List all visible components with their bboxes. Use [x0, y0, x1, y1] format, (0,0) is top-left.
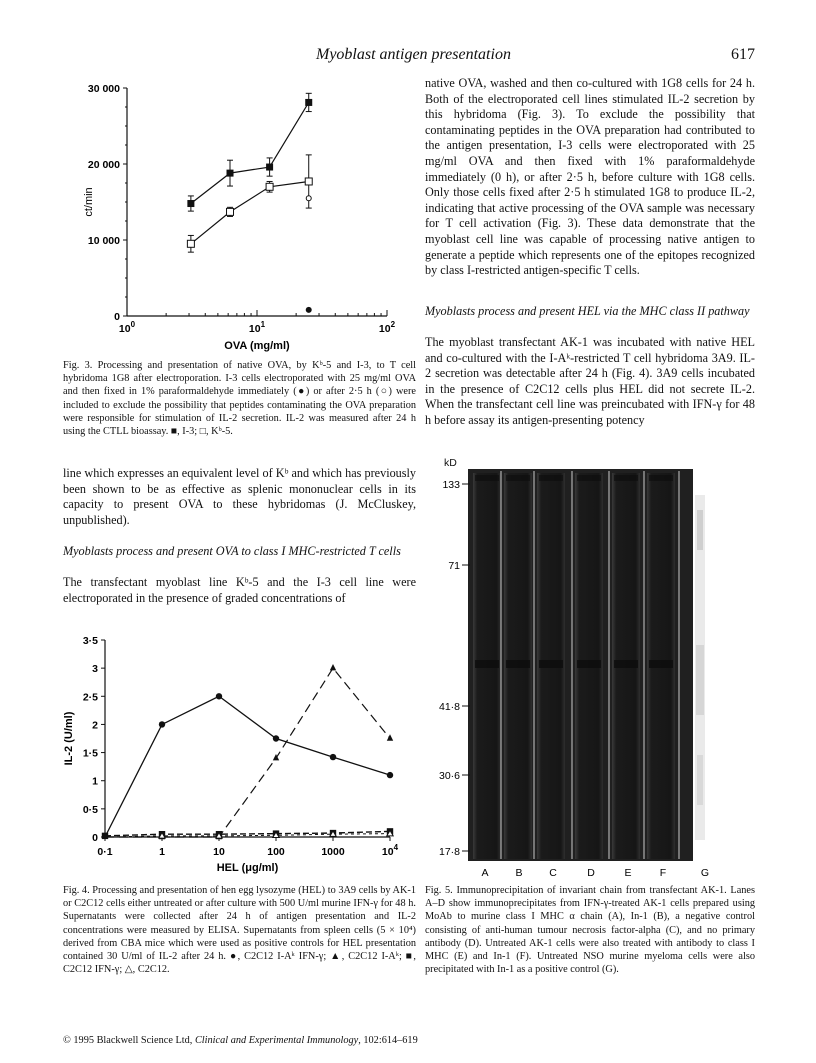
- fig4-point: [330, 754, 336, 760]
- gel-lane-labels: [481, 867, 709, 879]
- gel-marker-label: 41·8: [438, 701, 460, 713]
- fig4-ticks: [83, 635, 399, 858]
- left-paragraph: line which expresses an equivalent level of Kᵇ and which has previously been shown to be as effective as splenic mononuclear cells in its capacity to present OVA to these hybridomas (J. McCluskey, unpublished).: [63, 466, 416, 527]
- fig3-y-tick-label: 0: [114, 311, 120, 323]
- fig4-point: [216, 693, 222, 699]
- footer-copyright: © 1995 Blackwell Science Ltd,: [63, 1035, 195, 1046]
- fig3-x-axis-label: OVA (mg/ml): [224, 340, 290, 352]
- section-heading-hel: Myoblasts process and present HEL via the MHC class II pathway: [425, 304, 750, 318]
- gel-lane-label: C: [549, 867, 557, 879]
- gel-marker-label: 30·6: [438, 770, 460, 782]
- gel-lane-label: F: [659, 867, 667, 879]
- fig3-caption: Fig. 3. Processing and presentation of native OVA, by Kᵇ-5 and I-3, to T cell hybridoma 1G8 after electroporation. I-3 cells electroporated with 25 mg/ml OVA and then fixed in 1% paraformaldehyde immediately (●) or after 2·5 h (○) were included to exclude the possibility that peptides contaminating the OVA preparation were responsible for stimulation of IL-2 secretion. IL-2 was measured after 24 h using the CTLL bioassay. ■, I-3; □, Kᵇ-5.: [63, 360, 416, 438]
- fig4-chart: [60, 632, 420, 877]
- gel-marker-label: 133: [442, 479, 460, 491]
- fig3-x-tick-label: $10^0$: [118, 320, 136, 335]
- fig4-marks: [102, 664, 393, 839]
- gel-band: [577, 475, 601, 481]
- gel-band: [475, 660, 499, 668]
- gel-band: [649, 660, 673, 668]
- fig4-y-tick-label: 2: [92, 719, 98, 732]
- fig3-x-tick-label: $10^1$: [248, 320, 266, 335]
- fig4-y-tick-label: 1: [92, 775, 98, 788]
- running-title: Myoblast antigen presentation: [316, 46, 511, 63]
- fig4-y-tick-label: 0: [92, 832, 98, 844]
- gel-band: [539, 475, 563, 481]
- fig3-series-line: [191, 102, 309, 203]
- fig4-point: [273, 735, 279, 741]
- fig4-y-tick-label: 3: [92, 663, 98, 676]
- fig4-point: [387, 772, 393, 778]
- gel-band: [475, 475, 499, 481]
- fig3-marks: [187, 93, 312, 313]
- gel-lane-label: G: [700, 867, 710, 879]
- fig4-axes: [105, 640, 390, 837]
- fig4-y-tick-label: 2·5: [82, 691, 98, 704]
- gel-band: [614, 660, 638, 668]
- gel-band: [577, 660, 601, 668]
- fig4-x-tick-label: $10^4$: [381, 843, 399, 858]
- fig4-series-line: [105, 696, 390, 837]
- gel-unit-label: kD: [444, 457, 457, 469]
- fig3-point: [266, 183, 273, 190]
- fig4-y-axis-label: IL-2 (U/ml): [63, 711, 75, 766]
- fig4-caption: Fig. 4. Processing and presentation of hen egg lysozyme (HEL) to 3A9 cells by AK-1 or C2C12 cells either untreated or after culture with 500 U/ml murine IFN-γ for 48 h. Supernatants were collected after 24 h of antigen presentation and IL-2 concentrations were measured by ELISA. Supernatants from spleen cells (5 × 10⁴) derived from CBA mice which were used as positive controls for HEL presentation contained 30 U/ml of IL-2 after 24 h. ●, C2C12 I-Aᵏ IFN-γ; ▲, C2C12 I-Aᵏ; ■, C2C12 IFN-γ; △, C2C12.: [63, 885, 416, 976]
- gel-lane-label: B: [515, 867, 523, 879]
- gel-band: [506, 660, 530, 668]
- fig4-point: [330, 664, 336, 670]
- page-number: 617: [731, 46, 755, 63]
- footer-journal: Clinical and Experimental Immunology: [194, 1035, 359, 1046]
- gel-image: [425, 455, 755, 880]
- fig3-y-tick-label: 10 000: [87, 235, 120, 247]
- section-text-ova: The transfectant myoblast line Kᵇ-5 and the I-3 cell line were electroporated in the presence of graded concentrations of: [63, 575, 416, 605]
- gel-lane-label: D: [587, 867, 595, 879]
- fig4-point: [102, 833, 108, 839]
- footer-citation: , 102:614–619: [358, 1035, 418, 1046]
- fig3-point: [227, 208, 234, 215]
- fig4-point: [159, 721, 165, 727]
- gel-band: [539, 660, 563, 668]
- fig3-point: [306, 196, 311, 201]
- fig4-x-axis-label: HEL (μg/ml): [216, 862, 279, 874]
- fig4-y-tick-label: 0·5: [82, 803, 98, 816]
- fig3-y-tick-label: 30 000: [87, 83, 120, 95]
- gel-lane-label: A: [481, 867, 489, 879]
- gel-lane-label: E: [624, 867, 632, 879]
- fig3-point: [305, 99, 312, 106]
- right-column-text: native OVA, washed and then co-cultured with 1G8 cells for 24 h. Both of the electroporated cell lines stimulated IL-2 secretion by this hybridoma (Fig. 3). To exclude the possibility that contaminating peptides in the OVA preparation had contributed to the antigen presentation, I-3 cells were electroporated with 25 mg/ml OVA and then fixed with 1% paraformaldehyde immediately (0 h), or after 2·5 h, before culture with 1G8 cells. Only those cells fixed after 2·5 h stimulated 1G8 to produce IL-2, indicating that active processing of the OVA sample was necessary for T cell activation (Fig. 3). These data demonstrate that the myoblast cell line was capable of processing native antigen to generate a peptide which represents one of the epitopes recognized by class I-restricted antigen-specific T cells.: [425, 76, 755, 278]
- section-text-hel: The myoblast transfectant AK-1 was incubated with native HEL and co-cultured with the I-Aᵏ-restricted T cell hybridoma 3A9. IL-2 secretion was detectable after 24 h (Fig. 4). 3A9 cells incubated in the presence of C2C12 cells plus HEL did not secrete IL-2. When the transfectant cell line was preincubated with IFN-γ for 48 h before assay its antigen-presenting potency: [425, 335, 755, 427]
- fig3-ticks: [88, 83, 396, 335]
- fig3-chart: [70, 76, 415, 356]
- gel-marker-label: 17·8: [438, 846, 460, 858]
- fig3-y-axis-label: ct/min: [83, 187, 95, 217]
- fig4-y-tick-label: 1·5: [82, 747, 98, 760]
- fig3-y-tick-label: 20 000: [87, 159, 120, 171]
- fig4-x-tick-label: 0·1: [97, 846, 113, 858]
- footer: [63, 1035, 763, 1046]
- gel-band: [614, 475, 638, 481]
- fig5-caption: Fig. 5. Immunoprecipitation of invariant chain from transfectant AK-1. Lanes A–D show immunoprecipitates from IFN-γ-treated AK-1 cells prepared using MoAb to murine class I MHC α chain (A), In-1 (B), a negative control consisting of anti-human tumour necrosis factor-alpha (C), and no primary antibody (D). Untreated AK-1 cells were also treated with antibody to class I MHC (E) and In-1 (F). Untreated NSO murine myeloma cells were also precipitated with In-1 as a positive control (G).: [425, 885, 755, 976]
- gel-band: [506, 475, 530, 481]
- fig4-x-tick-label: 1000: [321, 846, 345, 858]
- fig3-axes: [127, 88, 387, 316]
- gel-band: [649, 475, 673, 481]
- fig3-point: [266, 164, 273, 171]
- fig4-x-tick-label: 1: [159, 846, 165, 858]
- lane-g-smear: [695, 495, 705, 840]
- fig3-x-tick-label: $10^2$: [378, 320, 396, 335]
- gel-marker-label: 71: [448, 560, 460, 572]
- fig3-series-line: [191, 181, 309, 243]
- fig3-point: [306, 307, 312, 313]
- fig3-point: [227, 170, 234, 177]
- fig4-x-tick-label: 10: [213, 846, 225, 858]
- fig3-point: [187, 240, 194, 247]
- gel-markers: [439, 479, 470, 858]
- fig3-point: [305, 178, 312, 185]
- fig4-point: [387, 734, 393, 740]
- fig5-gel-figure: [425, 455, 755, 880]
- fig4-x-tick-label: 100: [267, 846, 285, 858]
- fig3-point: [187, 200, 194, 207]
- section-heading-ova: Myoblasts process and present OVA to class I MHC-restricted T cells: [63, 544, 401, 558]
- fig4-y-tick-label: 3·5: [82, 635, 98, 647]
